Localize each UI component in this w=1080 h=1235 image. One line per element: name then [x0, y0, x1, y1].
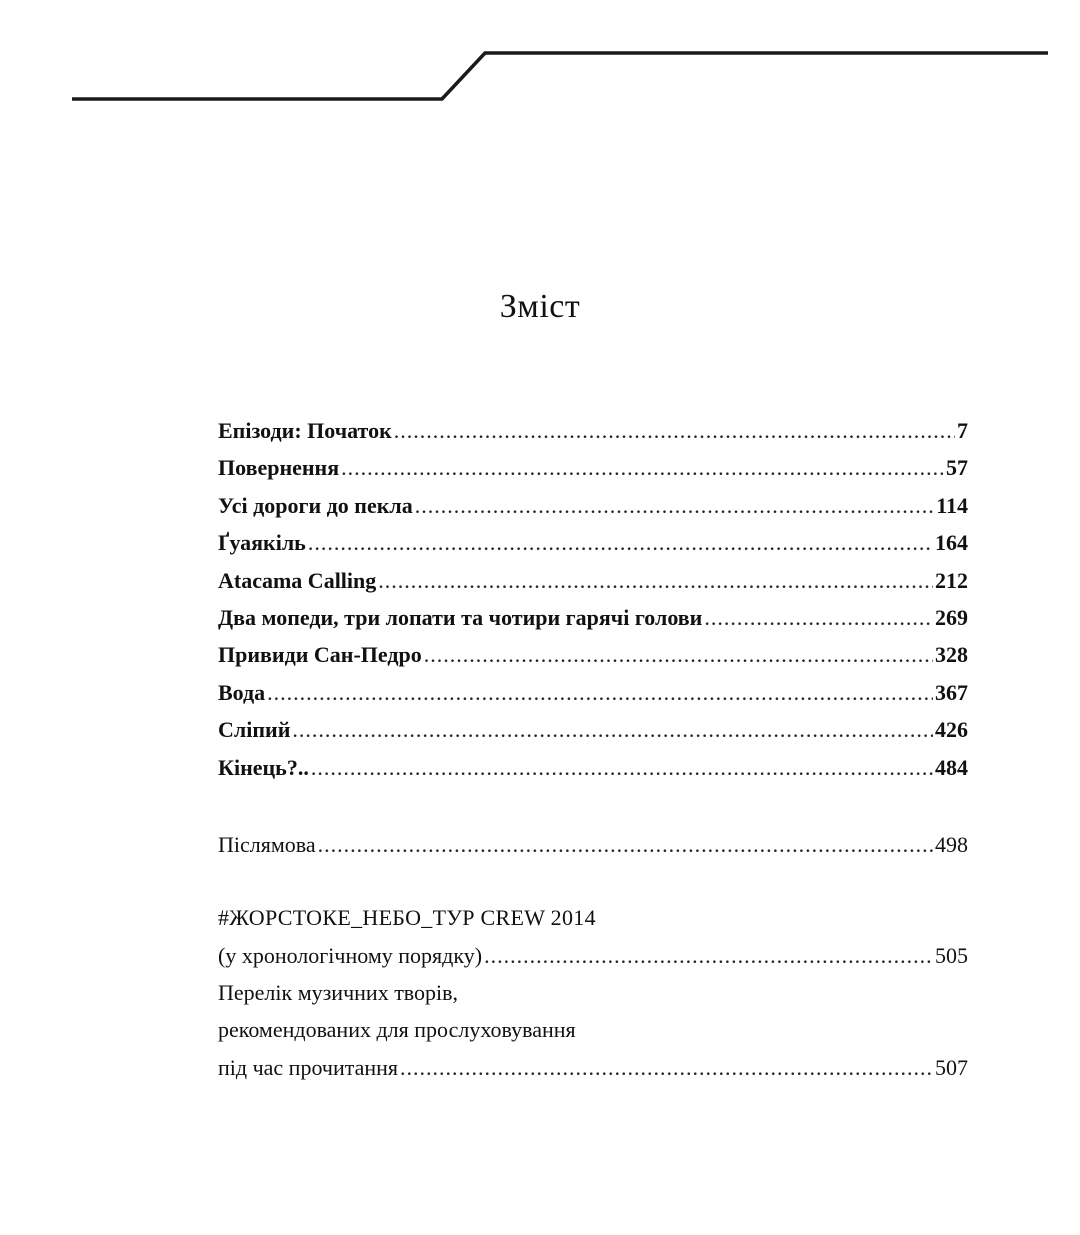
dot-leader	[318, 832, 933, 858]
toc-entry	[218, 717, 968, 754]
toc-entry	[218, 530, 968, 567]
toc-entry	[218, 680, 968, 717]
toc-entry-page: 426	[935, 717, 968, 743]
dot-leader	[415, 493, 934, 519]
toc-entry-music	[218, 1055, 968, 1092]
dot-leader	[308, 530, 933, 556]
dot-leader	[704, 605, 933, 631]
toc-entry-label: Епізоди: Початок	[218, 418, 392, 443]
music-list-line-1: Перелік музичних творів,	[218, 980, 459, 1006]
toc-entry-page: 505	[935, 942, 968, 968]
toc-entry	[218, 755, 968, 792]
toc-entry-label: (у хронологічному порядку)	[218, 942, 483, 968]
toc-entry-label: Atacama Calling	[218, 567, 377, 593]
dot-leader	[394, 418, 955, 444]
crew-heading: #ЖОРСТОКЕ_НЕБО_ТУР CREW 2014	[218, 905, 596, 931]
dot-leader	[341, 455, 944, 481]
toc-entry	[218, 418, 968, 455]
toc-entry-label: Усі дороги до пекла	[218, 492, 413, 518]
toc-entry	[218, 493, 968, 530]
toc-entry-page: 328	[935, 642, 968, 668]
toc-entry-page: 269	[935, 604, 968, 630]
dot-leader	[400, 1055, 933, 1081]
toc-entry-page: 212	[935, 567, 968, 593]
toc-entry-label: Вода	[218, 679, 266, 705]
toc-entry-label: Привиди Сан-Педро	[218, 642, 422, 668]
toc-entry-crew	[218, 943, 968, 980]
toc-entry-label: Кінець?..	[218, 754, 309, 780]
toc-entry	[218, 455, 968, 492]
toc-entry-page: 507	[935, 1054, 968, 1080]
dot-leader	[378, 568, 933, 594]
music-list-line-2: рекомендованих для прослуховування	[218, 1017, 576, 1043]
toc-entry-page: 164	[935, 530, 968, 556]
toc-entry	[218, 605, 968, 642]
dot-leader	[267, 680, 933, 706]
dot-leader	[311, 755, 933, 781]
toc-entry-label: Сліпий	[218, 717, 291, 743]
header-rule	[0, 0, 1080, 110]
toc-entry-page: 498	[935, 831, 968, 857]
toc-entry-afterword	[218, 832, 968, 869]
toc-entry-page: 7	[957, 418, 968, 443]
dot-leader	[424, 642, 933, 668]
toc-entry-page: 114	[936, 492, 968, 518]
toc-entry-label: під час прочитання	[218, 1054, 399, 1080]
dot-leader	[292, 717, 933, 743]
toc-entry-label: Повернення	[218, 455, 340, 481]
dot-leader	[484, 943, 933, 969]
toc-entry-label: Ґуаякіль	[218, 530, 306, 556]
page-title: Зміст	[499, 288, 581, 325]
toc-entry-page: 484	[935, 754, 968, 780]
toc-entry-page: 57	[946, 455, 968, 481]
toc-entry	[218, 642, 968, 679]
table-of-contents	[218, 418, 968, 1092]
toc-entry-page: 367	[935, 679, 968, 705]
toc-entry	[218, 568, 968, 605]
toc-entry-label: Післямова	[218, 831, 316, 857]
toc-entry-label: Два мопеди, три лопати та чотири гарячі голови	[218, 604, 703, 630]
